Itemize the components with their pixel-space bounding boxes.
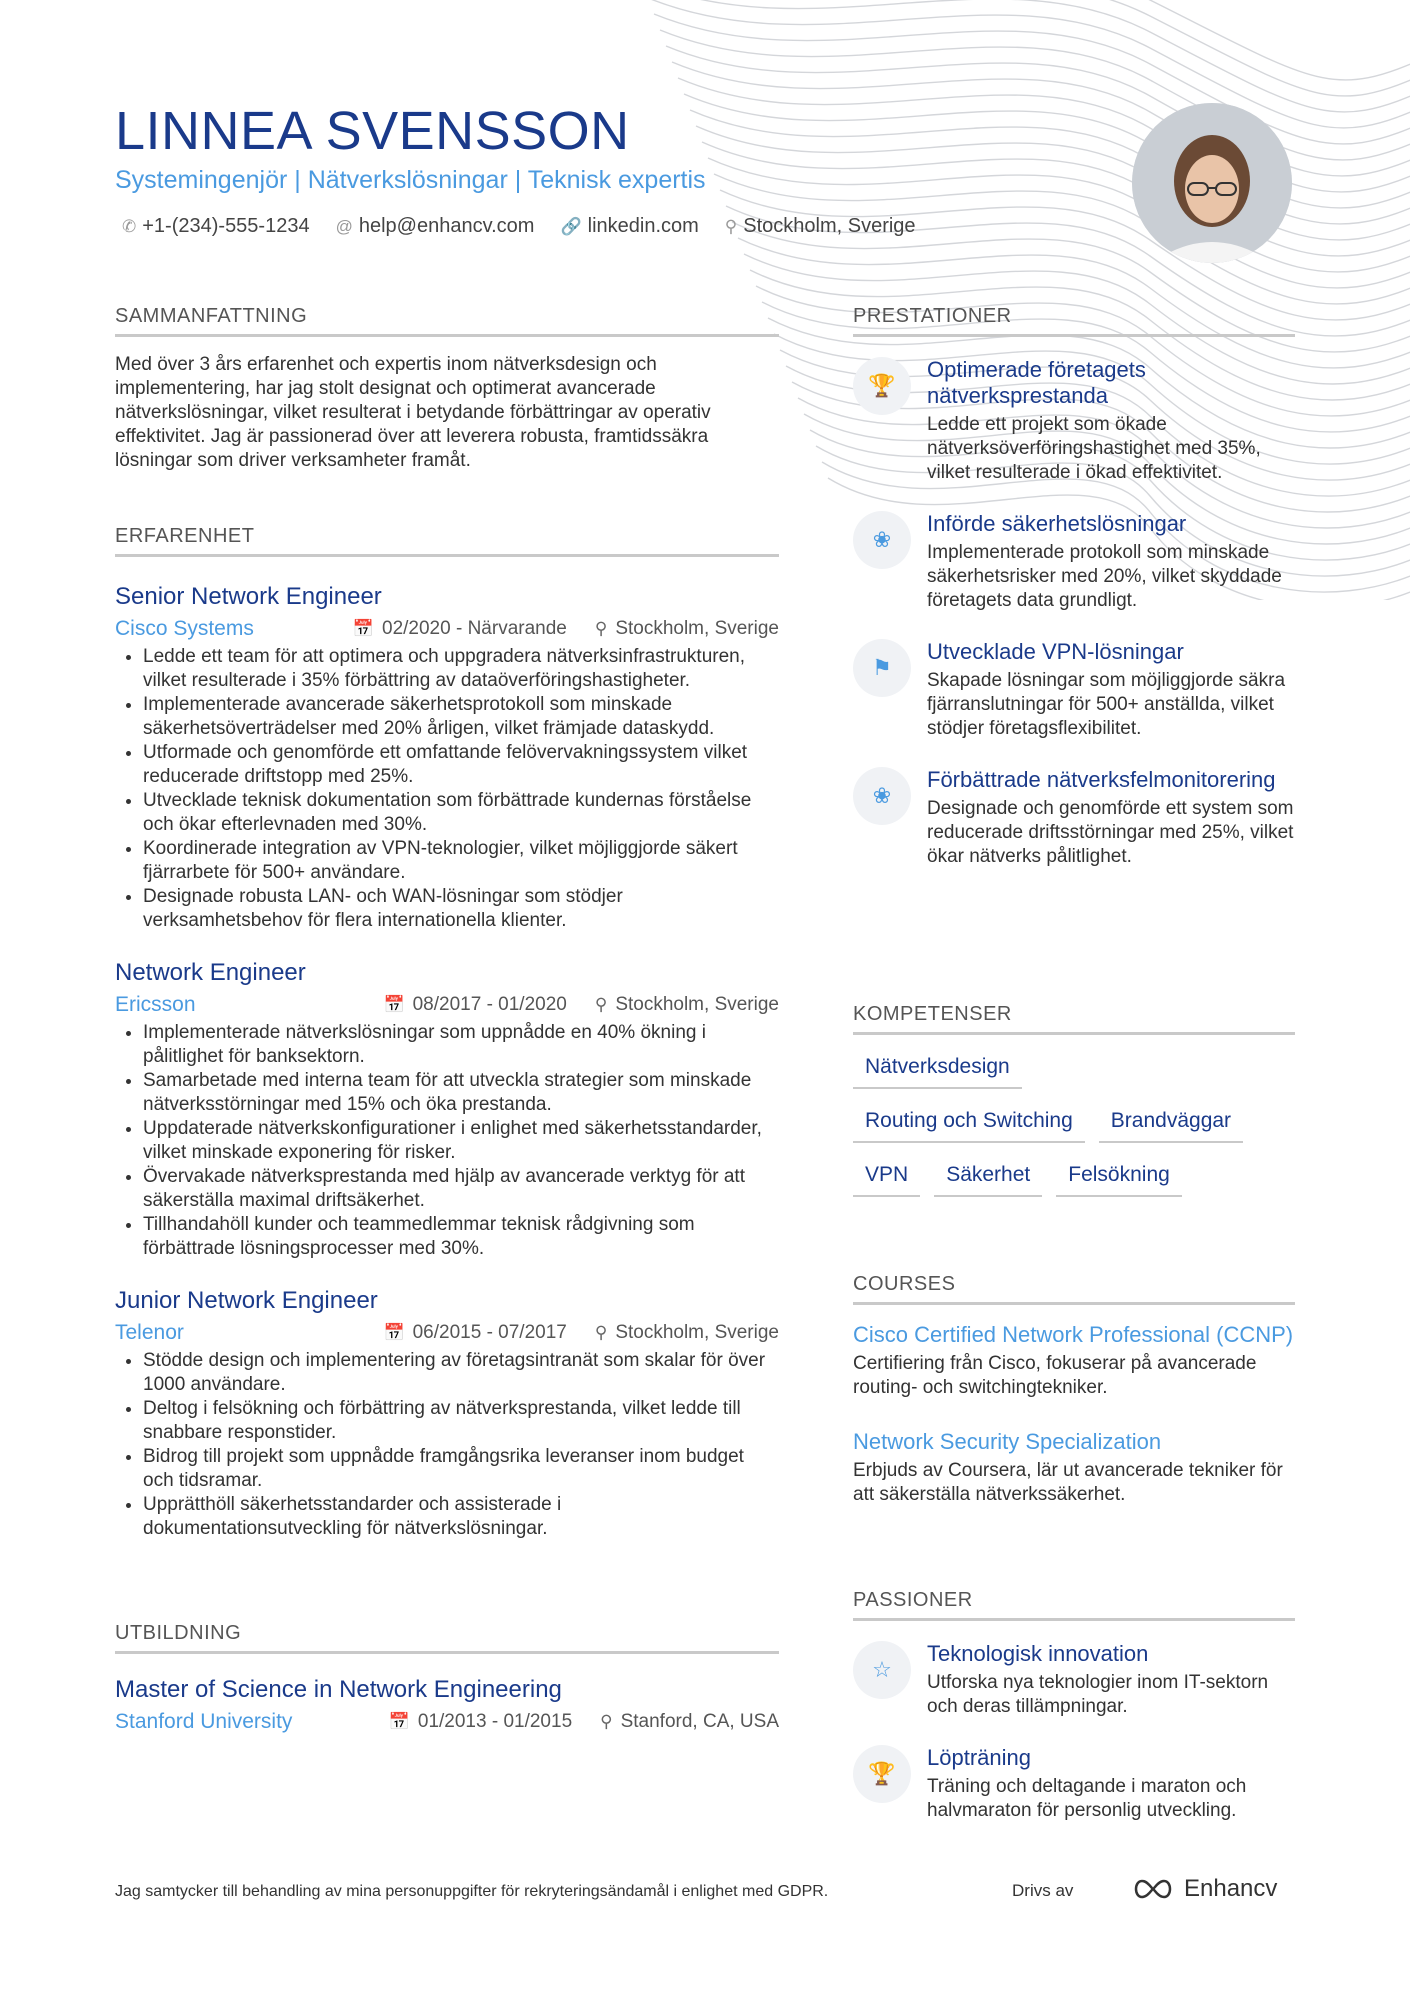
gdpr-consent: Jag samtycker till behandling av mina personuppgifter för rekryteringsändamål i enlighet med GDPR.	[115, 1883, 829, 1900]
job-date: 08/2017 - 01/2020	[412, 994, 567, 1015]
job-bullets	[115, 1021, 779, 1261]
passion-item	[853, 1745, 1295, 1823]
bullet-item: • Deltog i felsökning och förbättring av nätverksprestanda, vilket ledde till snabbare responstider.	[143, 1397, 779, 1445]
passion-item	[853, 1641, 1295, 1719]
skill-tag: Felsökning	[1056, 1163, 1182, 1197]
skill-tag: VPN	[853, 1163, 920, 1197]
location-icon: ⚲	[600, 1712, 613, 1731]
passion-desc: Träning och deltagande i maraton och halvmaraton för personlig utveckling.	[927, 1776, 1247, 1821]
job-entry	[115, 959, 779, 1261]
achievement-item	[853, 511, 1295, 613]
location-icon: ⚲	[594, 995, 608, 1014]
summary-heading: SAMMANFATTNING	[115, 305, 779, 337]
contact-row	[122, 215, 916, 238]
email-icon: @	[335, 216, 353, 236]
calendar-icon: 📅	[388, 1712, 410, 1731]
company-name: Telenor	[115, 1321, 184, 1344]
enhancv-logo-icon	[1130, 1877, 1176, 1901]
contact-linkedin[interactable]	[560, 215, 698, 238]
link-icon: 🔗	[560, 216, 582, 236]
bullet-item: • Designade robusta LAN- och WAN-lösningar som stödjer verksamhetsbehov för flera internationella klienter.	[143, 885, 779, 933]
courses-heading: COURSES	[853, 1273, 1295, 1305]
skill-tag: Säkerhet	[934, 1163, 1042, 1197]
achievement-desc: Skapade lösningar som möjliggjorde säkra fjärranslutningar för 500+ anställda, vilket stödjer företagsflexibilitet.	[927, 670, 1286, 739]
school-name: Stanford University	[115, 1710, 293, 1733]
course-desc: Erbjuds av Coursera, lär ut avancerade tekniker för att säkerställa nätverkssäkerhet.	[853, 1460, 1283, 1505]
contact-phone[interactable]	[122, 215, 310, 238]
phone-text: +1-(234)-555-1234	[142, 215, 310, 237]
award-icon: ❀	[853, 767, 911, 825]
achievement-item	[853, 767, 1295, 869]
award-icon: ❀	[853, 511, 911, 569]
skill-tag: Brandväggar	[1099, 1109, 1243, 1143]
achievement-item	[853, 639, 1295, 741]
location-icon: ⚲	[594, 619, 608, 638]
passion-title: Löpträning	[927, 1745, 1031, 1770]
brand-logo[interactable]	[1130, 1875, 1277, 1903]
passion-desc: Utforska nya teknologier inom IT-sektorn och deras tillämpningar.	[927, 1672, 1269, 1717]
trophy-icon: 🏆	[853, 1745, 911, 1803]
flag-icon: ⚑	[853, 639, 911, 697]
job-title: Senior Network Engineer	[115, 583, 382, 610]
bullet-item: • Utvecklade teknisk dokumentation som förbättrade kundernas förståelse och ökar efterlevnaden med 30%.	[143, 789, 779, 837]
headline: Systemingenjör | Nätverkslösningar | Teknisk expertis	[115, 166, 706, 194]
bullet-item: • Implementerade avancerade säkerhetsprotokoll som minskade säkerhetsöverträdelser med 20% årligen, vilket främjade dataskydd.	[143, 693, 779, 741]
achievements-heading: PRESTATIONER	[853, 305, 1295, 337]
degree-title: Master of Science in Network Engineering	[115, 1676, 562, 1703]
skills-heading: KOMPETENSER	[853, 1003, 1295, 1035]
education-entry	[115, 1676, 779, 1734]
education-heading: UTBILDNING	[115, 1622, 779, 1654]
achievement-desc: Implementerade protokoll som minskade säkerhetsrisker med 20%, vilket skyddade företagets data grundligt.	[927, 542, 1282, 611]
calendar-icon: 📅	[383, 995, 405, 1014]
courses-section	[853, 1273, 1295, 1507]
skills-section	[853, 1003, 1295, 1197]
course-item	[853, 1321, 1295, 1400]
bullet-item: • Övervakade nätverksprestanda med hjälp av avancerade verktyg för att säkerställa maximal driftsäkerhet.	[143, 1165, 779, 1213]
passions-heading: PASSIONER	[853, 1589, 1295, 1621]
course-title: Network Security Specialization	[853, 1429, 1162, 1454]
calendar-icon: 📅	[383, 1323, 405, 1342]
summary-section	[115, 305, 779, 473]
job-entry	[115, 1287, 779, 1541]
passion-title: Teknologisk innovation	[927, 1641, 1149, 1666]
bullet-item: • Uppdaterade nätverkskonfigurationer i enlighet med säkerhetsstandarder, vilket minskade exponering för risker.	[143, 1117, 779, 1165]
skill-tag: Routing och Switching	[853, 1109, 1085, 1143]
education-location: Stanford, CA, USA	[620, 1711, 779, 1732]
experience-heading: ERFARENHET	[115, 525, 779, 557]
job-title: Network Engineer	[115, 959, 306, 986]
bullet-item: • Bidrog till projekt som uppnådde framgångsrika leveranser inom budget och tidsramar.	[143, 1445, 779, 1493]
contact-email[interactable]	[336, 215, 535, 238]
achievement-title: Förbättrade nätverksfelmonitorering	[927, 767, 1276, 792]
powered-by-label: Drivs av	[1012, 1881, 1074, 1900]
bullet-item: • Tillhandahöll kunder och teammedlemmar teknisk rådgivning som förbättrade lösningsprocesser med 30%.	[143, 1213, 779, 1261]
bullet-item: • Upprätthöll säkerhetsstandarder och assisterade i dokumentationsutveckling för nätverkslösningar.	[143, 1493, 779, 1541]
course-item	[853, 1428, 1295, 1507]
summary-text: Med över 3 års erfarenhet och expertis inom nätverksdesign och implementering, har jag stolt designat och optimerat avancerade nätverkslösningar, vilket resulterat i betydande förbättringar av operativ effektivitet. Jag är passionerad över att leverera robusta, framtidssäkra lösningar som driver verksamheter framåt.	[115, 354, 711, 471]
job-title: Junior Network Engineer	[115, 1287, 378, 1314]
job-bullets	[115, 1349, 779, 1541]
achievement-title: Optimerade företagets nätverksprestanda	[927, 357, 1146, 408]
achievements-section	[853, 305, 1295, 869]
achievement-title: Införde säkerhetslösningar	[927, 511, 1187, 536]
course-desc: Certifiering från Cisco, fokuserar på avancerade routing- och switchingtekniker.	[853, 1353, 1257, 1398]
job-date: 06/2015 - 07/2017	[412, 1322, 567, 1343]
star-icon: ☆	[853, 1641, 911, 1699]
course-title: Cisco Certified Network Professional (CCNP)	[853, 1322, 1294, 1347]
experience-section	[115, 525, 779, 1541]
skill-tag: Nätverksdesign	[853, 1055, 1022, 1089]
linkedin-text: linkedin.com	[587, 215, 699, 237]
candidate-name: LINNEA SVENSSON	[115, 101, 630, 161]
bullet-item: • Koordinerade integration av VPN-teknologier, vilket möjliggjorde säkert fjärrarbete för 500+ användare.	[143, 837, 779, 885]
trophy-icon: 🏆	[853, 357, 911, 415]
achievement-title: Utvecklade VPN-lösningar	[927, 639, 1184, 664]
education-date: 01/2013 - 01/2015	[417, 1711, 573, 1732]
job-location: Stockholm, Sverige	[615, 618, 779, 639]
achievement-desc: Ledde ett projekt som ökade nätverksöverföringshastighet med 35%, vilket resulterade i ökad effektivitet.	[927, 414, 1261, 483]
job-date: 02/2020 - Närvarande	[382, 618, 567, 639]
job-bullets	[115, 645, 779, 933]
location-icon: ⚲	[594, 1323, 608, 1342]
job-location: Stockholm, Sverige	[615, 994, 779, 1015]
education-section	[115, 1622, 779, 1734]
company-name: Cisco Systems	[115, 617, 254, 640]
email-text: help@enhancv.com	[358, 215, 535, 237]
phone-icon: ✆	[122, 216, 137, 236]
profile-photo	[1132, 103, 1292, 263]
passions-section	[853, 1589, 1295, 1823]
contact-location	[725, 215, 916, 238]
location-text: Stockholm, Sverige	[743, 215, 916, 237]
skills-list	[853, 1055, 1295, 1197]
job-entry	[115, 583, 779, 933]
brand-name: Enhancv	[1184, 1875, 1278, 1902]
location-icon: ⚲	[724, 216, 738, 236]
calendar-icon: 📅	[352, 619, 375, 638]
bullet-item: • Implementerade nätverkslösningar som uppnådde en 40% ökning i pålitlighet för banksektorn.	[143, 1021, 779, 1069]
achievement-desc: Designade och genomförde ett system som reducerade driftsstörningar med 25%, vilket ökar nätverks pålitlighet.	[927, 798, 1294, 867]
bullet-item: • Samarbetade med interna team för att utveckla strategier som minskade nätverksstörningar med 15% och öka prestanda.	[143, 1069, 779, 1117]
job-location: Stockholm, Sverige	[615, 1322, 779, 1343]
bullet-item: • Stödde design och implementering av företagsintranät som skalar för över 1000 användare.	[143, 1349, 779, 1397]
bullet-item: • Ledde ett team för att optimera och uppgradera nätverksinfrastrukturen, vilket resulterade i 35% förbättring av dataöverföringshastigheter.	[143, 645, 779, 693]
achievement-item	[853, 357, 1295, 485]
bullet-item: • Utformade och genomförde ett omfattande felövervakningssystem vilket reducerade driftstopp med 25%.	[143, 741, 779, 789]
company-name: Ericsson	[115, 993, 196, 1016]
